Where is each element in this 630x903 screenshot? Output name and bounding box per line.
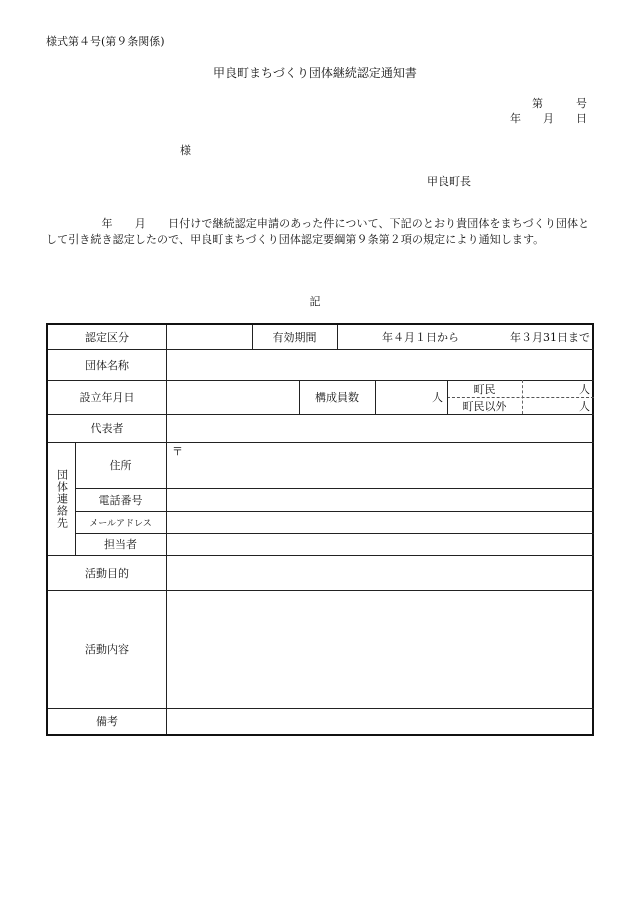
representative-label: 代表者 (90, 422, 124, 435)
validity-from: 年４月１日から (382, 331, 459, 344)
purpose-label: 活動目的 (85, 566, 129, 580)
nonresidents-unit: 人 (579, 399, 590, 413)
ki-heading: 記 (309, 295, 321, 308)
phone-label: 電話番号 (98, 493, 143, 507)
details-table (46, 323, 594, 736)
members-label: 構成員数 (315, 391, 359, 404)
document-title: 甲良町まちづくり団体継続認定通知書 (213, 66, 417, 80)
validity-to: 年３月31日まで (510, 331, 590, 344)
address-label: 住所 (109, 459, 132, 472)
nonresidents-label: 町民以外 (462, 399, 507, 413)
established-field[interactable] (166, 380, 299, 414)
category-label: 認定区分 (85, 331, 129, 344)
document-number: 第 号 (532, 97, 587, 110)
addressee-suffix: 様 (180, 144, 191, 157)
email-label: メールアドレス (89, 518, 152, 529)
remarks-label: 備考 (96, 715, 118, 728)
group-name-label: 団体名称 (85, 358, 129, 372)
residents-label: 町民 (473, 382, 496, 396)
document-date: 年 月 日 (510, 112, 587, 125)
residents-unit: 人 (579, 382, 590, 396)
person-label: 担当者 (104, 538, 137, 551)
postal-mark: 〒 (172, 445, 183, 458)
body-paragraph: 年 月 日付けで継続認定申請のあった件について、下記のとおり貴団体をまちづくり団体として引き続き認定したので、甲良町まちづくり団体認定要綱第９条第２項の規定により通知します。 (46, 217, 590, 246)
members-unit: 人 (432, 391, 443, 404)
established-label: 設立年月日 (79, 391, 135, 404)
content-label: 活動内容 (85, 643, 129, 656)
sender-name: 甲良町長 (427, 175, 471, 188)
validity-label: 有効期間 (272, 331, 317, 344)
group-name-field[interactable] (166, 349, 594, 380)
contact-group-label: 団体連絡先 (55, 468, 69, 529)
category-field[interactable] (166, 325, 252, 349)
representative-field[interactable] (166, 414, 594, 442)
form-number: 様式第４号(第９条関係) (46, 35, 165, 48)
